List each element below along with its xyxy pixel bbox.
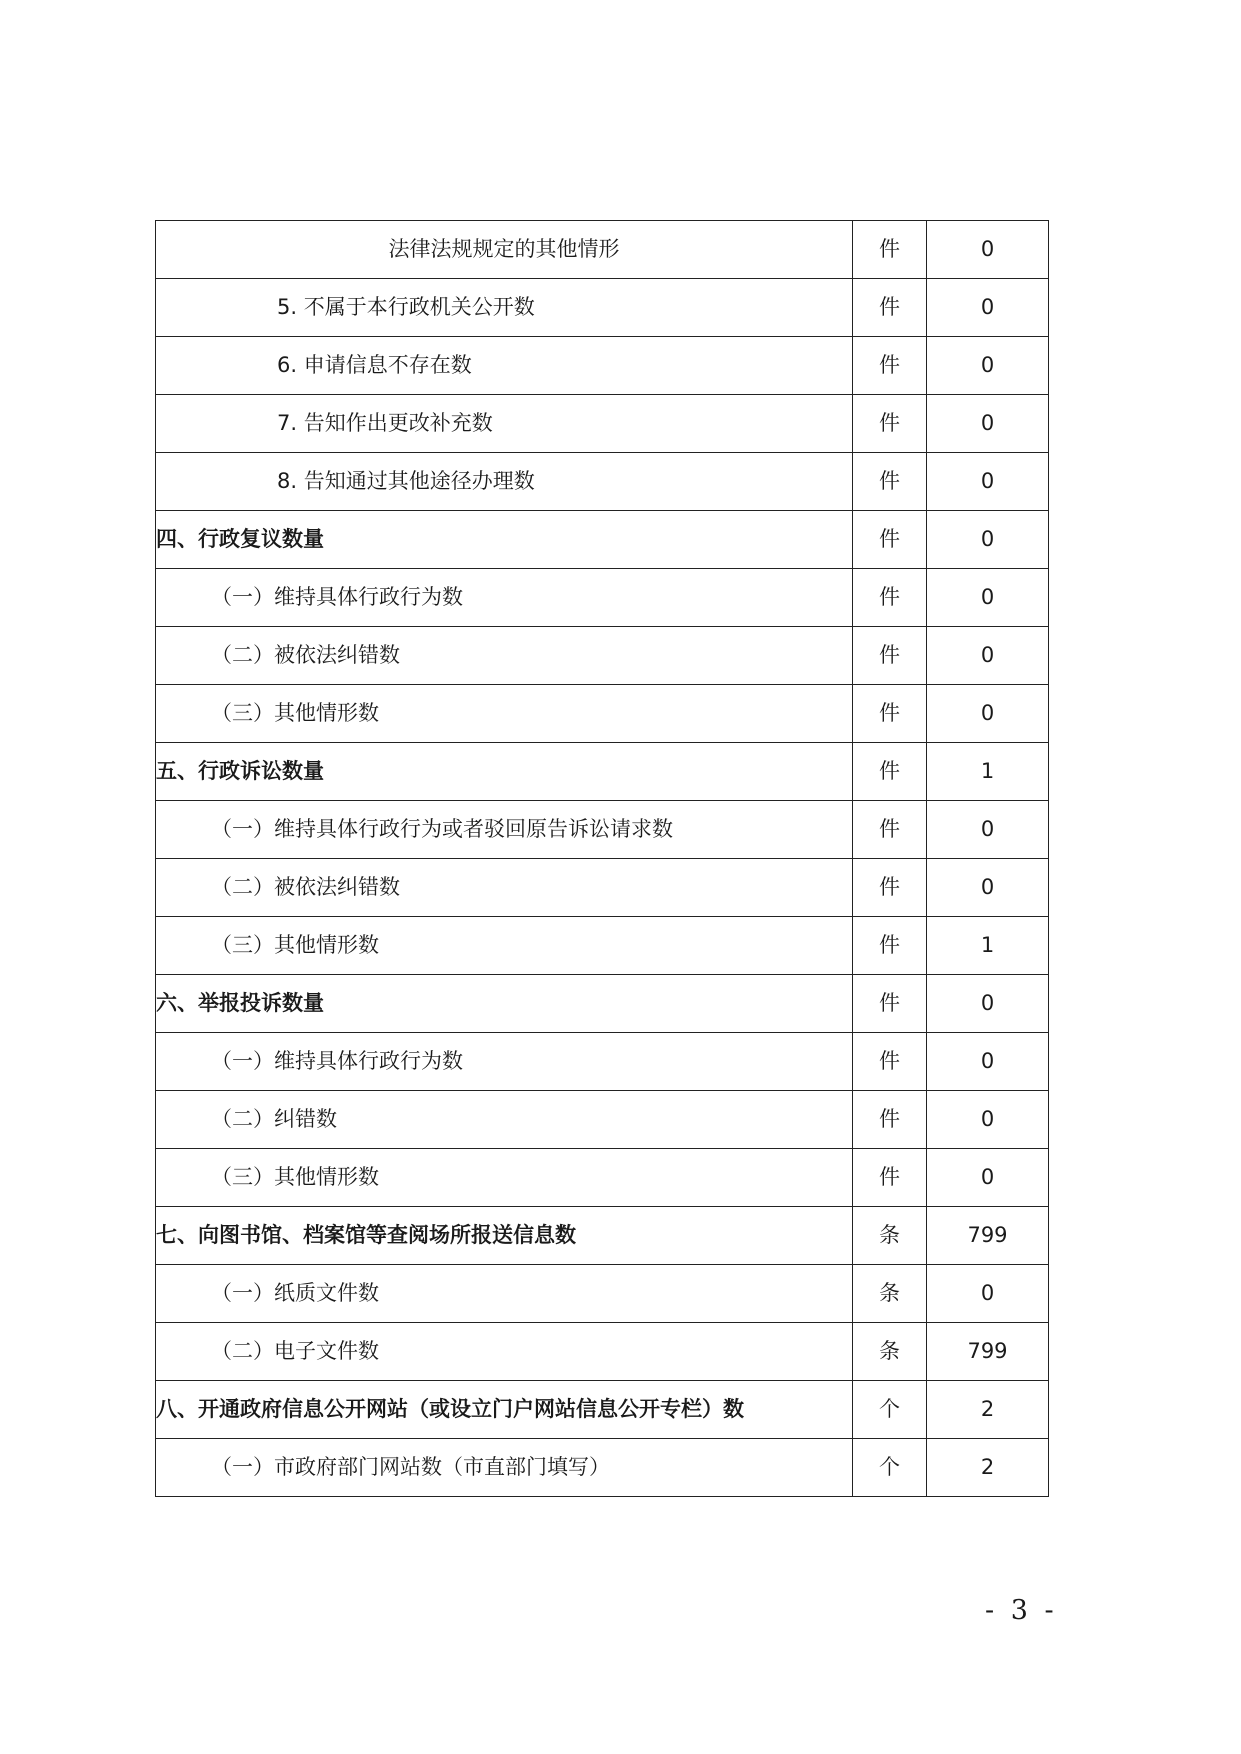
row-value: 0 [927, 685, 1049, 743]
row-unit: 件 [853, 743, 927, 801]
row-unit: 个 [853, 1439, 927, 1497]
row-value: 2 [927, 1381, 1049, 1439]
table-row [156, 801, 1049, 859]
row-value: 0 [927, 801, 1049, 859]
table-row [156, 975, 1049, 1033]
row-item-label: （三）其他情形数 [156, 917, 853, 975]
row-item-label: 六、举报投诉数量 [156, 975, 853, 1033]
row-item-label: 5. 不属于本行政机关公开数 [156, 279, 853, 337]
row-unit: 条 [853, 1265, 927, 1323]
table-row [156, 511, 1049, 569]
table-row [156, 337, 1049, 395]
row-value: 799 [927, 1323, 1049, 1381]
page-number: - 3 - [985, 1595, 1058, 1626]
table-row [156, 395, 1049, 453]
table-row [156, 453, 1049, 511]
row-value: 0 [927, 395, 1049, 453]
row-item-label: 四、行政复议数量 [156, 511, 853, 569]
row-unit: 件 [853, 627, 927, 685]
row-item-label: 7. 告知作出更改补充数 [156, 395, 853, 453]
table-row [156, 1091, 1049, 1149]
row-value: 0 [927, 279, 1049, 337]
table-row [156, 1265, 1049, 1323]
row-item-label: （一）市政府部门网站数（市直部门填写） [156, 1439, 853, 1497]
row-value: 0 [927, 975, 1049, 1033]
table-row [156, 221, 1049, 279]
row-value: 1 [927, 743, 1049, 801]
row-unit: 件 [853, 917, 927, 975]
table-row [156, 1033, 1049, 1091]
row-value: 0 [927, 569, 1049, 627]
table-row [156, 279, 1049, 337]
table-row [156, 743, 1049, 801]
table-row [156, 1439, 1049, 1497]
row-value: 0 [927, 859, 1049, 917]
row-value: 0 [927, 627, 1049, 685]
row-item-label: 五、行政诉讼数量 [156, 743, 853, 801]
row-unit: 件 [853, 1091, 927, 1149]
row-unit: 件 [853, 453, 927, 511]
row-value: 0 [927, 1091, 1049, 1149]
row-unit: 件 [853, 221, 927, 279]
row-unit: 件 [853, 801, 927, 859]
row-item-label: （二）被依法纠错数 [156, 859, 853, 917]
row-value: 0 [927, 511, 1049, 569]
row-item-label: （二）被依法纠错数 [156, 627, 853, 685]
table-row [156, 569, 1049, 627]
statistics-table [155, 220, 1049, 1497]
row-value: 0 [927, 1265, 1049, 1323]
row-value: 0 [927, 1033, 1049, 1091]
row-item-label: 八、开通政府信息公开网站（或设立门户网站信息公开专栏）数 [156, 1381, 853, 1439]
table-row [156, 685, 1049, 743]
row-unit: 件 [853, 1149, 927, 1207]
row-unit: 个 [853, 1381, 927, 1439]
row-unit: 件 [853, 1033, 927, 1091]
table-row [156, 627, 1049, 685]
row-value: 1 [927, 917, 1049, 975]
table-row [156, 1323, 1049, 1381]
row-item-label: （三）其他情形数 [156, 1149, 853, 1207]
statistics-table-body [156, 221, 1049, 1497]
row-unit: 件 [853, 337, 927, 395]
row-value: 0 [927, 337, 1049, 395]
row-unit: 件 [853, 859, 927, 917]
row-item-label: （一）纸质文件数 [156, 1265, 853, 1323]
row-value: 799 [927, 1207, 1049, 1265]
row-unit: 件 [853, 685, 927, 743]
row-value: 2 [927, 1439, 1049, 1497]
row-item-label: 七、向图书馆、档案馆等查阅场所报送信息数 [156, 1207, 853, 1265]
row-value: 0 [927, 221, 1049, 279]
row-item-label: 8. 告知通过其他途径办理数 [156, 453, 853, 511]
row-value: 0 [927, 1149, 1049, 1207]
row-item-label: （二）电子文件数 [156, 1323, 853, 1381]
row-item-label: 法律法规规定的其他情形 [156, 221, 853, 279]
table-row [156, 1381, 1049, 1439]
row-item-label: （一）维持具体行政行为数 [156, 1033, 853, 1091]
row-unit: 件 [853, 511, 927, 569]
row-item-label: （一）维持具体行政行为数 [156, 569, 853, 627]
table-row [156, 917, 1049, 975]
table-row [156, 859, 1049, 917]
row-item-label: （三）其他情形数 [156, 685, 853, 743]
table-row [156, 1207, 1049, 1265]
row-item-label: 6. 申请信息不存在数 [156, 337, 853, 395]
row-unit: 件 [853, 279, 927, 337]
table-row [156, 1149, 1049, 1207]
row-value: 0 [927, 453, 1049, 511]
row-unit: 件 [853, 975, 927, 1033]
row-unit: 条 [853, 1323, 927, 1381]
row-item-label: （二）纠错数 [156, 1091, 853, 1149]
row-unit: 条 [853, 1207, 927, 1265]
row-unit: 件 [853, 395, 927, 453]
row-item-label: （一）维持具体行政行为或者驳回原告诉讼请求数 [156, 801, 853, 859]
row-unit: 件 [853, 569, 927, 627]
